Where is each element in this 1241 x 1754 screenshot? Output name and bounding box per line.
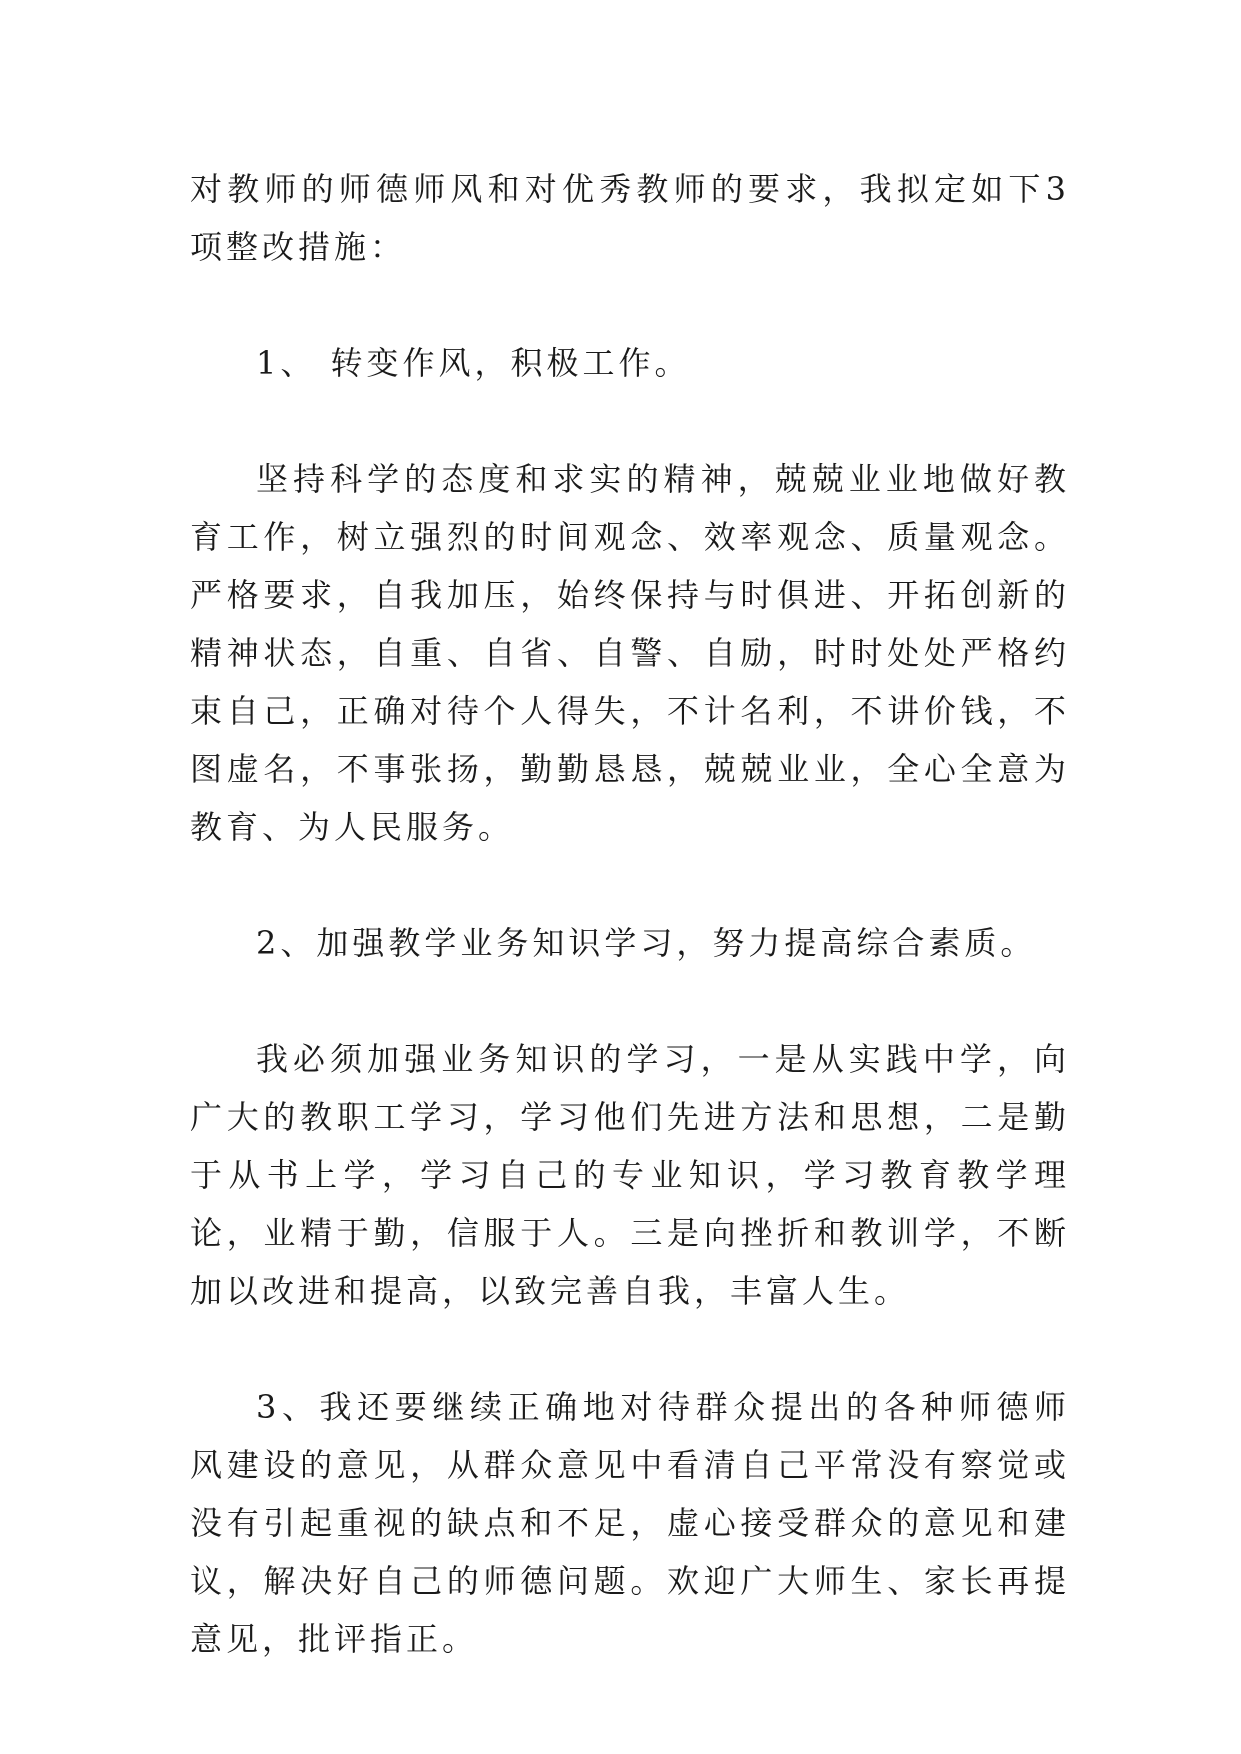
intro-paragraph: 对教师的师德师风和对优秀教师的要求，我拟定如下3项整改措施： <box>190 170 1070 266</box>
item-2-heading: 2、加强教学业务知识学习，努力提高综合素质。 <box>256 924 1037 962</box>
document-body <box>190 160 1070 1668</box>
item-1-heading: 1、 转变作风，积极工作。 <box>256 344 691 382</box>
item-2-body: 我必须加强业务知识的学习，一是从实践中学，向广大的教职工学习，学习他们先进方法和思想，二是勤于从书上学，学习自己的专业知识，学习教育教学理论，业精于勤，信服于人。三是向挫折和教训学，不断加以改进和提高，以致完善自我，丰富人生。 <box>190 1040 1070 1310</box>
item-1-body: 坚持科学的态度和求实的精神，兢兢业业地做好教育工作，树立强烈的时间观念、效率观念、质量观念。严格要求，自我加压，始终保持与时俱进、开拓创新的精神状态，自重、自省、自警、自励，时时处处严格约束自己，正确对待个人得失，不计名利，不讲价钱，不图虚名，不事张扬，勤勤恳恳，兢兢业业，全心全意为教育、为人民服务。 <box>190 460 1070 846</box>
item-3-paragraph: 3、我还要继续正确地对待群众提出的各种师德师风建设的意见，从群众意见中看清自己平常没有察觉或没有引起重视的缺点和不足，虚心接受群众的意见和建议，解决好自己的师德问题。欢迎广大师生、家长再提意见，批评指正。 <box>190 1388 1070 1658</box>
